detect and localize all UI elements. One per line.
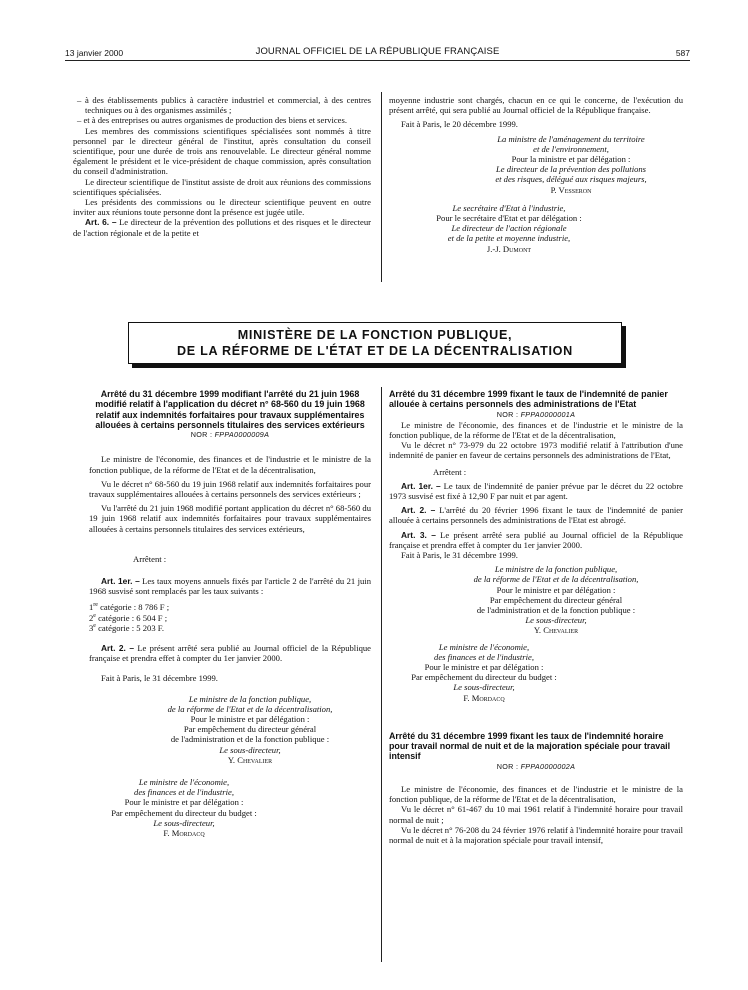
nor-value: FPPA0000009A (214, 430, 270, 440)
signature-block-1 (429, 564, 683, 635)
signature-line: de l'administration et de la fonction publique : (476, 605, 636, 616)
signature-block-2 (389, 642, 579, 703)
signature-line: Pour le secrétaire d'Etat et par délégation : (436, 213, 582, 224)
paragraph: Les présidents des commissions ou le directeur scientifique peuvent en outre inviter aux réunions toute personne dont la présence est jugée utile. (73, 197, 371, 218)
signature-line: de la réforme de l'Etat et de la décentralisation, (167, 703, 333, 714)
paragraph: Vu le décret n° 61-467 du 10 mai 1961 relatif à l'indemnité horaire pour travail normal de nuit ; (389, 804, 683, 825)
article-2 (389, 505, 683, 525)
signature-block-2 (89, 777, 279, 838)
paragraph: Vu le décret n° 76-208 du 24 février 1976 relatif à l'indemnité horaire pour travail normal de nuit et à la majoration spéciale pour travail intensif, (389, 824, 683, 845)
signature-line: et des risques, délégué aux risques majeurs, (495, 174, 647, 185)
signature-line: Le ministre de l'économie, (438, 641, 530, 652)
paragraph: Vu le décret n° 73-979 du 22 octobre 1973 modifié relatif à l'attribution d'une indemnité de panier en faveur de certains personnels des administrations de l'Etat, (389, 440, 683, 461)
article-3 (389, 530, 683, 550)
article-text: Le taux de l'indemnité de panier prévue par le décret du 22 octobre 1973 susvisé est fixé à 12,90 F par nuit et par agent. (389, 480, 683, 502)
signature-line: de la réforme de l'Etat et de la décentralisation, (473, 574, 639, 585)
signature-line: Pour le ministre et par délégation : (124, 797, 244, 808)
article-text: Le directeur de la prévention des pollutions et des risques et le directeur de l'action régionale et de la petite et (73, 217, 371, 238)
signature-line: Le sous-directeur, (525, 615, 587, 626)
article-label: Art. 3. – (401, 529, 436, 540)
signature-block-2 (389, 203, 629, 254)
paragraph: moyenne industrie sont chargés, chacun en ce qui le concerne, de l'exécution du présent arrêté, qui sera publié au Journal officiel de la République française. (389, 95, 683, 116)
article-label: Art. 1er. – (101, 576, 140, 587)
signature-line: Le sous-directeur, (453, 682, 515, 693)
column-divider-top (381, 92, 382, 282)
signature-line: Le sous-directeur, (153, 817, 215, 828)
paragraph: Le ministre de l'économie, des finances et de l'industrie et le ministre de la fonction publique, de la réforme de l'Etat et de la décentralisation, (389, 783, 683, 805)
article-text: Le présent arrêté sera publié au Journal officiel de la République française et prendra effet à compter du 1er janvier 2000. (89, 643, 371, 664)
nor-value: FPPA0000001A (520, 409, 576, 419)
article-label: Art. 2. – (101, 643, 135, 654)
signature-line: Pour le ministre et par délégation : (496, 584, 616, 595)
signature-date: Fait à Paris, le 31 décembre 1999. (401, 550, 518, 561)
paragraph: Les membres des commissions scientifiques spécialisées sont nommés à titre personnel par le directeur général de l'institut, après consultation du conseil scientifique, pour une durée de trois ans renouvelable. Le directeur général nomme également le président et le vice-président de chaque commission, après consultation du conseil d'administration. (73, 125, 371, 177)
paragraph: – et à des entreprises ou autres organismes de production des biens et services. (77, 115, 347, 126)
article-1 (389, 481, 683, 501)
paragraph: Le ministre de l'économie, des finances et de l'industrie et le ministre de la fonction publique, de la réforme de l'Etat et de la décentralisation, (89, 454, 371, 475)
article-text: Le présent arrêté sera publié au Journal officiel de la République française et prendra effet à compter du 1er janvier 2000. (389, 529, 683, 550)
page-number: 587 (675, 48, 690, 58)
decree-title: Arrêté du 31 décembre 1999 fixant le taux de l'indemnité de panier allouée à certains personnels des administrations de l'Etat (389, 389, 668, 410)
paragraph: Vu le décret n° 68-560 du 19 juin 1968 relatif aux indemnités forfaitaires pour travaux supplémentaires allouées à certains personnels des services extérieurs ; (89, 478, 371, 499)
article-label: Art. 6. – (85, 217, 117, 228)
signature-line: Le directeur de l'action régionale (451, 223, 567, 234)
category-item: 3e catégorie : 5 203 F. (89, 622, 165, 633)
signature-line: Pour le ministre et par délégation : (424, 662, 544, 673)
signature-line: Le ministre de la fonction publique, (494, 564, 618, 575)
signature-line: des finances et de l'industrie, (134, 787, 234, 798)
article-text: Les taux moyens annuels fixés par l'article 2 de l'arrêté du 21 juin 1968 susvisé sont remplacés par les taux suivants : (89, 576, 371, 597)
signature-line: P. Vesseron (550, 184, 592, 195)
signature-line: Pour le ministre et par délégation : (190, 714, 310, 725)
signature-line: et de la petite et moyenne industrie, (447, 233, 571, 244)
signature-line: Le secrétaire d'Etat à l'industrie, (452, 202, 566, 213)
signature-line: Le ministre de la fonction publique, (188, 693, 312, 704)
header-rule (65, 60, 690, 61)
signature-line: Le ministre de l'économie, (138, 777, 230, 788)
signature-line: Par empêchement du directeur général (489, 594, 623, 605)
top-left-column (73, 95, 371, 238)
signature-line: Le directeur de la prévention des pollutions (495, 164, 647, 175)
article-2 (89, 643, 371, 663)
column-divider-bottom (381, 387, 382, 962)
signature-line: de l'administration et de la fonction publique : (170, 734, 330, 745)
right-column (389, 389, 683, 845)
paragraph: Vu l'arrêté du 21 juin 1968 modifié portant application du décret n° 68-560 du 19 juin 1968 relatif aux indemnités forfaitaires pour travaux supplémentaires allouées à certains personnels titulaires des services extérieurs, (89, 503, 371, 534)
left-column (89, 389, 371, 838)
signature-line: Y. Chevalier (227, 754, 273, 765)
article-label: Art. 1er. – (401, 480, 441, 491)
decree-title-2: Arrêté du 31 décembre 1999 fixant les taux de l'indemnité horaire pour travail normal de nuit et de la majoration spéciale pour travail intensif (389, 730, 671, 762)
nor-reference-2: NOR : FPPA0000002A (496, 761, 576, 771)
ministry-banner (128, 322, 622, 364)
signature-date: Fait à Paris, le 31 décembre 1999. (101, 673, 218, 684)
signature-line: Par empêchement du directeur général (183, 724, 317, 735)
signature-line: F. Mordacq (163, 828, 205, 839)
signature-date: Fait à Paris, le 20 décembre 1999. (401, 119, 518, 130)
category-item: 1re catégorie : 8 786 F ; (89, 602, 170, 613)
category-item: 2e catégorie : 6 504 F ; (89, 612, 168, 623)
paragraph: Le directeur scientifique de l'institut assiste de droit aux réunions des commissions scientifiques spécialisées. (73, 176, 371, 197)
signature-block-1 (459, 134, 683, 195)
nor-reference: NOR : FPPA0000001A (496, 409, 576, 419)
article-6 (73, 217, 371, 237)
signature-line: J.-J. Dumont (486, 243, 532, 254)
arretent: Arrêtent : (433, 466, 467, 477)
decree-title: Arrêté du 31 décembre 1999 modifiant l'arrêté du 21 juin 1968 modifié relatif à l'application du décret n° 68-560 du 19 juin 1968 relatif aux indemnités forfaitaires pour travaux supplémentaires allouées à certains personnels titulaires des services extérieurs (95, 389, 365, 430)
top-right-column (389, 95, 683, 254)
signature-line: Par empêchement du directeur du budget : (111, 807, 257, 818)
signature-line: F. Mordacq (463, 692, 505, 703)
signature-line: La ministre de l'aménagement du territoire (497, 133, 645, 144)
article-label: Art. 2. – (401, 505, 436, 516)
signature-line: Par empêchement du directeur du budget : (411, 672, 557, 683)
signature-line: Y. Chevalier (533, 625, 579, 636)
ministry-line-2: DE LA RÉFORME DE L'ÉTAT ET DE LA DÉCENTRALISATION (177, 344, 573, 358)
header-date: 13 janvier 2000 (65, 48, 124, 58)
signature-line: des finances et de l'industrie, (434, 651, 534, 662)
nor-value: FPPA0000002A (520, 761, 576, 771)
signature-line: et de l'environnement, (533, 143, 609, 154)
paragraph: – à des établissements publics à caractère industriel et commercial, à des centres techniques ou à des organismes assimilés ; (77, 95, 371, 116)
article-text: L'arrêté du 20 février 1996 fixant le taux de l'indemnité de panier allouée à certains personnels des administrations de l'Etat est abrogé. (389, 505, 683, 526)
signature-line: Le sous-directeur, (219, 744, 281, 755)
paragraph: Le ministre de l'économie, des finances et de l'industrie et le ministre de la fonction publique, de la réforme de l'Etat et de la décentralisation, (389, 419, 683, 440)
article-1 (89, 576, 371, 596)
journal-title: JOURNAL OFFICIEL DE LA RÉPUBLIQUE FRANÇAISE (255, 46, 500, 57)
ministry-line-1: MINISTÈRE DE LA FONCTION PUBLIQUE, (237, 328, 513, 342)
signature-block-1 (129, 694, 371, 765)
category-list (89, 602, 371, 633)
arretent: Arrêtent : (133, 553, 167, 564)
signature-line: Pour la ministre et par délégation : (511, 154, 631, 165)
nor-reference: NOR : FPPA0000009A (190, 430, 270, 440)
